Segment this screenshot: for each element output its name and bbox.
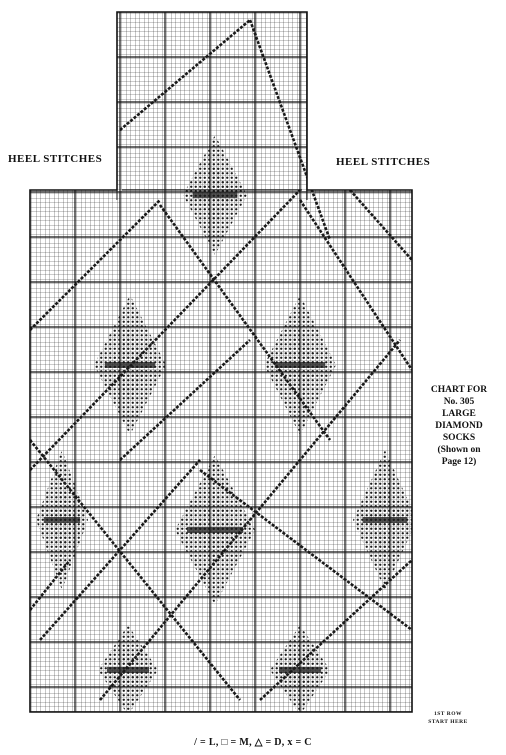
title-line: No. 305 [443, 397, 475, 407]
title-line: SOCKS [442, 433, 476, 443]
title-line: LARGE [442, 409, 476, 419]
stitch-legend: / = L, □ = M, △ = D, x = C [194, 737, 312, 748]
diamond-motif-band [105, 362, 155, 368]
diamond-motif-band [275, 362, 325, 368]
start-here-note [420, 710, 476, 726]
title-line: CHART FOR [430, 385, 488, 395]
diamond-motif-band [187, 527, 243, 533]
title-line: (Shown on [437, 445, 481, 455]
diamond-motif-band [363, 517, 408, 523]
start-line: 1ST ROW [433, 711, 462, 717]
diamond-motif-band [107, 667, 149, 673]
title-line: Page 12) [441, 457, 477, 467]
start-line: START HERE [428, 719, 468, 725]
diamond-motif-band [44, 517, 80, 523]
heel-stitches-label-right: HEEL STITCHES [336, 156, 431, 168]
chart-grid [30, 12, 412, 712]
title-line: DIAMOND [435, 421, 483, 431]
diamond-motif-band [279, 667, 321, 673]
diamond-motif-band [193, 192, 238, 198]
heel-stitches-label-left: HEEL STITCHES [8, 153, 103, 165]
chart-title-block [414, 384, 504, 468]
